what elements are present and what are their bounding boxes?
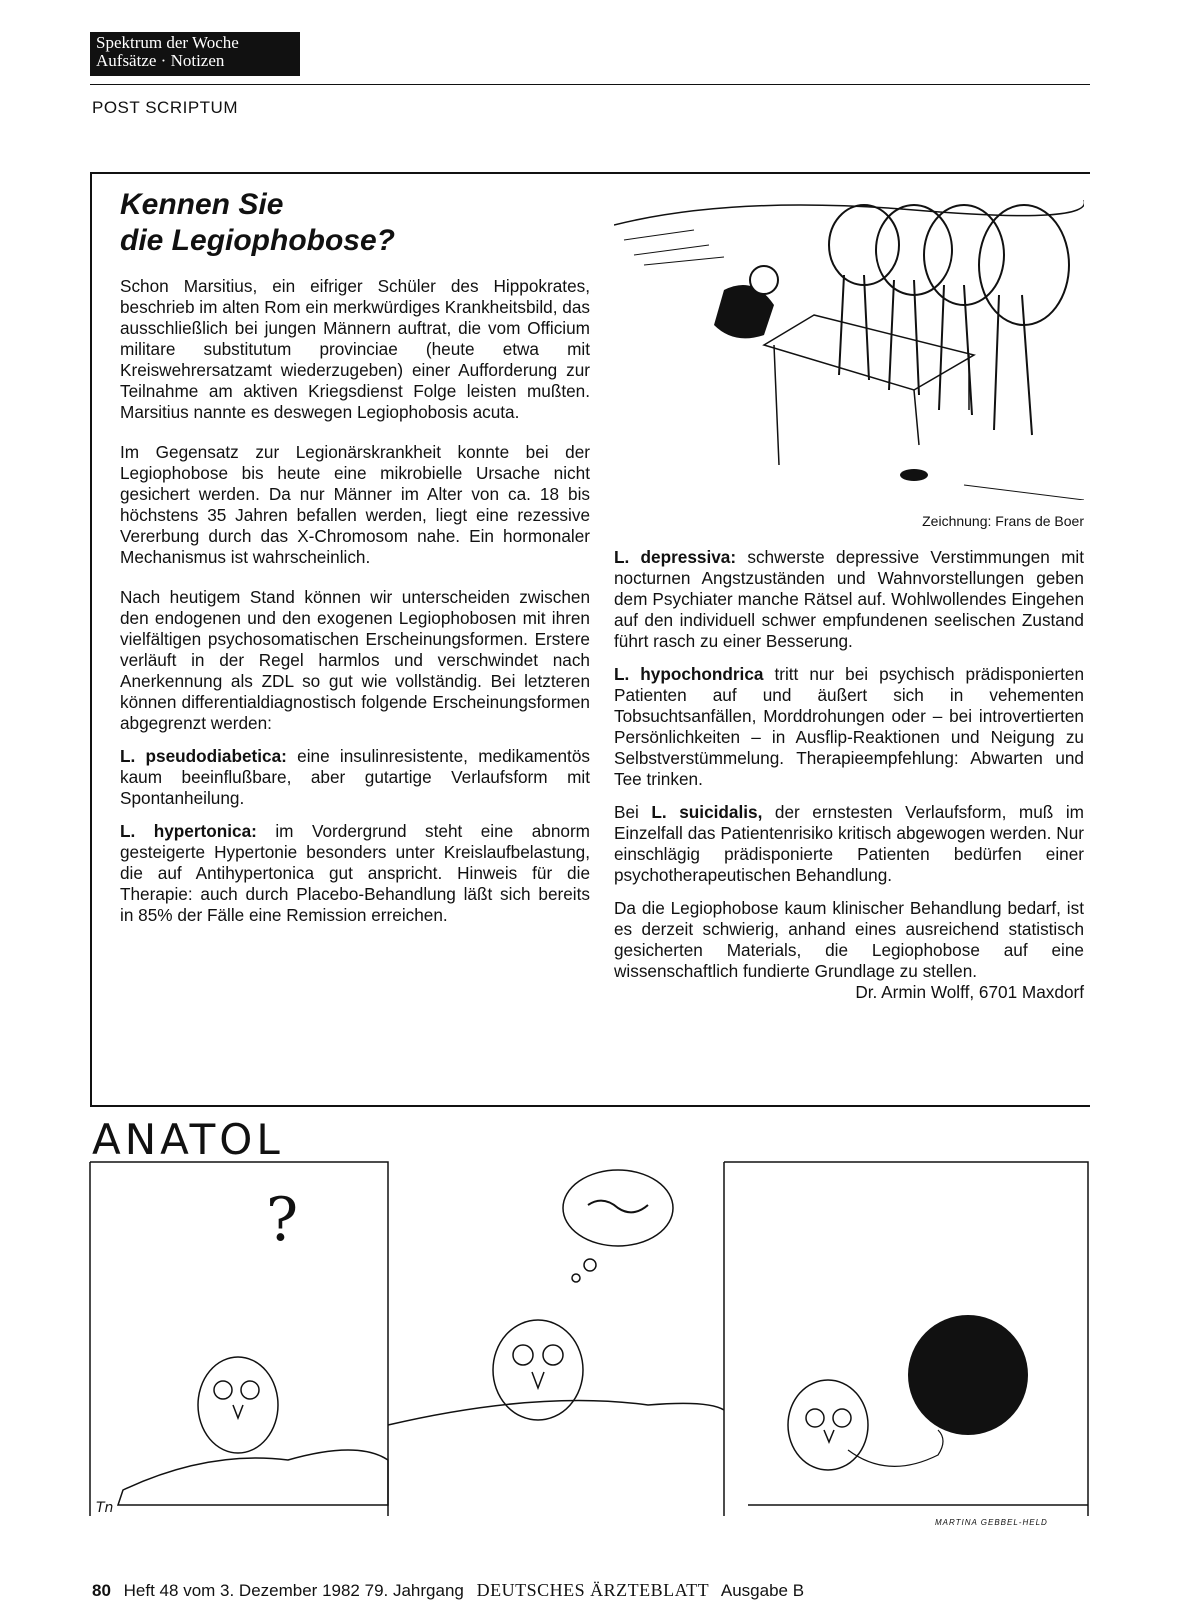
- comic-title: ANATOL: [92, 1115, 284, 1164]
- section-label-line2: Aufsätze · Notizen: [96, 51, 225, 70]
- paragraph-depressiva: [614, 547, 1084, 652]
- header-rule: [90, 84, 1090, 85]
- term-hypochondrica: L. hypochondrica: [614, 664, 764, 684]
- article-column-left: [120, 276, 590, 945]
- section-label-line1: Spektrum der Woche: [96, 33, 239, 52]
- article-title-line1: Kennen Sie: [120, 188, 284, 221]
- paragraph-pseudodiabetica: [120, 746, 590, 809]
- article-title-line2: die Legiophobose?: [120, 224, 395, 257]
- question-mark: ?: [266, 1185, 299, 1255]
- paragraph-suicidalis: [614, 802, 1084, 886]
- comic-artist-credit: MARTINA GEBBEL-HELD: [935, 1518, 1048, 1527]
- text-depressiva: schwerste depressive Verstimmungen mit nocturnen Angstzuständen und Wahnvorstellungen geben dem Psychiater manche Rätsel auf. Wohlwollendes Eingehen auf den individuell schwer empfundenen seelischen Zustand führt rasch zu einer Besserung.: [614, 547, 1084, 651]
- edition: Ausgabe B: [720, 1581, 805, 1600]
- text-suicidalis: der ernstesten Verlaufsform, muß im Einzelfall das Patientenrisiko kritisch abgewogen werden. Nur einschlägig prädisponierte Patienten bedürfen einer psychotherapeutischen Behandlung.: [614, 802, 1084, 885]
- text-hypochondrica: tritt nur bei psychisch prädisponierten Patienten auf und äußert sich in vehementen Tobsuchtsanfällen, Morddrohungen oder – bei introvertierten Persönlichkeiten – in Ausflip-Reaktionen und Neigung zu Selbstverstümmelung. Therapieempfehlung: Abwarten und Tee trinken.: [614, 664, 1085, 789]
- journal-name: DEUTSCHES ÄRZTEBLATT: [476, 1580, 710, 1600]
- page-footer: [92, 1580, 804, 1601]
- author-signature: Dr. Armin Wolff, 6701 Maxdorf: [855, 982, 1084, 1002]
- column-title: POST SCRIPTUM: [92, 98, 238, 117]
- issue-info: Heft 48 vom 3. Dezember 1982 79. Jahrgang: [123, 1581, 464, 1600]
- section-label: [90, 32, 300, 76]
- term-hypertonica: L. hypertonica:: [120, 821, 257, 841]
- paragraph-conclusion: Da die Legiophobose kaum klinischer Behandlung bedarf, ist es derzeit schwierig, anhand eines ausreichend statistisch gesicherten Materials, die Legiophobose auf eine wissenschaftlich fundierte Grundlage zu stellen.: [614, 898, 1084, 981]
- comic-panel-3-frame: [724, 1162, 1088, 1516]
- text-pseudodiabetica: eine insulinresistente, medikamentös kaum beeinflußbare, aber gutartige Verlaufsform mit Spontanheilung.: [120, 746, 590, 808]
- term-pseudodiabetica: L. pseudodiabetica:: [120, 746, 287, 766]
- comic-strip: [88, 1160, 1092, 1520]
- paragraph-intro: Schon Marsitius, ein eifriger Schüler des Hippokrates, beschrieb im alten Rom ein merkwürdiges Krankheitsbild, das ausschließlich bei jungen Männern auftrat, die vom Officium militare substitutum provinciae (heute etwa mit Kreiswehrersatzamt wiederzugeben) einer Aufforderung zur Teilnahme am aktiven Kriegsdienst Folge leisten mußten. Marsitius nannte es deswegen Legiophobosis acuta.: [120, 276, 591, 422]
- paragraph-forms: Nach heutigem Stand können wir unterscheiden zwischen den endogenen und den exogenen Legiophobosen mit ihren vielfältigen psychosomatischen Erscheinungsformen. Erstere verläuft in der Regel harmlos und verschwindet nach Anerkennung als ZDL so gut wie vollständig. Bei letzteren können differentialdiagnostisch folgende Erscheinungsformen abgegrenzt werden:: [120, 587, 590, 733]
- cartoon-illustration: [614, 185, 1084, 500]
- article-title: [120, 187, 395, 259]
- page-number: 80: [92, 1581, 111, 1600]
- illustration-credit: Zeichnung: Frans de Boer: [922, 513, 1084, 529]
- term-suicidalis: L. suicidalis,: [651, 802, 763, 822]
- yarn-ball-icon: [908, 1315, 1028, 1435]
- text-hypertonica: im Vordergrund steht eine abnorm gesteigerte Hypertonie besonders unter Kreislaufbelastung, die auf Antihypertonica gut anspricht. Hinweis für die Therapie: auch durch Placebo-Behandlung läßt sich bereits in 85% der Fälle eine Remission erreichen.: [120, 821, 590, 925]
- paragraph-hypochondrica: [614, 664, 1084, 790]
- panel1-signature: Tn: [96, 1500, 114, 1516]
- article-column-right: [614, 547, 1084, 1022]
- comic-panel-1-frame: [90, 1162, 388, 1516]
- paragraph-cause: Im Gegensatz zur Legionärskrankheit konnte bei der Legiophobose bis heute eine mikrobielle Ursache nicht gesichert werden. Da nur Männer im Alter von ca. 18 bis höchstens 35 Jahren befallen werden, liegt eine rezessive Vererbung durch das X-Chromosom nahe. Ein hormonaler Mechanismus ist wahrscheinlich.: [120, 442, 590, 567]
- prefix-suicidalis: Bei: [614, 802, 652, 822]
- term-depressiva: L. depressiva:: [614, 547, 737, 567]
- paragraph-hypertonica: [120, 821, 590, 926]
